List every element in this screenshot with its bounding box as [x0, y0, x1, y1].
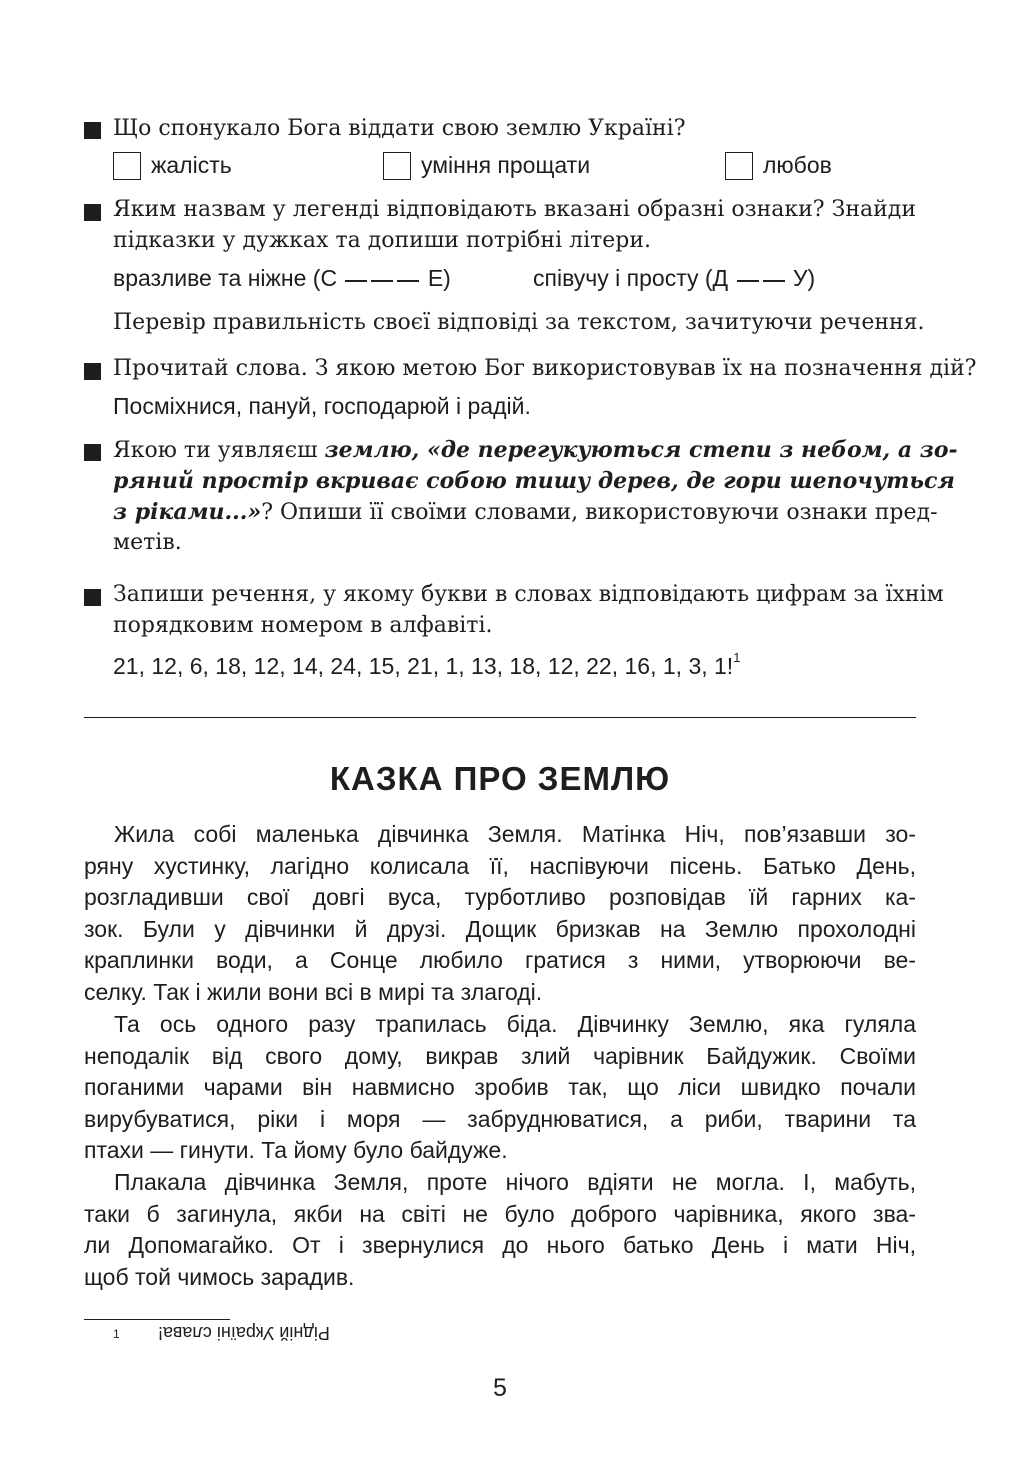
answer-blank[interactable]: [371, 280, 393, 282]
bullet-square-icon: [84, 204, 101, 221]
footnote-text-upside-down: Рідній Україні слава!: [158, 1323, 330, 1343]
section-divider: [84, 717, 916, 718]
task-4-plain: ? Опиши її своїми словами, використовуючи ознаки пред-: [261, 500, 938, 525]
hint-2-text: співучу і просту (Д: [533, 265, 729, 291]
story-line: Плакала дівчинка Земля, проте нічого вдіяти не могла. І, мабуть,: [114, 1169, 916, 1195]
task-4-line-3: [113, 499, 938, 525]
check-instruction: Перевір правильність своєї відповіді за текстом, зачитуючи речення.: [113, 310, 925, 335]
story-line: щоб той чимось зарадив.: [84, 1263, 355, 1290]
task-2-line-2: підказки у дужках та допиши потрібні літери.: [113, 228, 652, 253]
task-1-question: Що спонукало Бога віддати свою землю Україні?: [113, 116, 686, 141]
task-4-plain: Якою ти уявляєш: [113, 438, 325, 463]
task-5-line-1: Запиши речення, у якому букви в словах відповідають цифрам за їхнім: [113, 582, 944, 607]
task-3-words: Посміхнися, пануй, господарюй і радій.: [113, 393, 531, 419]
task-3-question: Прочитай слова. З якою метою Бог використовував їх на позначення дій?: [113, 356, 977, 381]
answer-blank[interactable]: [345, 280, 367, 282]
bullet-square-icon: [84, 589, 101, 606]
story-line: поганими чарами він навмисно зробив так, що ліси швидко почали: [84, 1074, 916, 1100]
answer-blank[interactable]: [397, 280, 419, 282]
story-line: ли Допомагайко. От і звернулися до нього батько День і мати Ніч,: [84, 1232, 916, 1258]
hint-2-end: У): [792, 265, 816, 291]
story-line: Жила собі маленька дівчинка Земля. Матінка Ніч, пов’язавши зо-: [114, 821, 916, 847]
bullet-square-icon: [84, 122, 101, 139]
story-line: зок. Були у дівчинки й друзі. Дощик бризкав на Землю прохолодні: [84, 915, 916, 942]
task-5-line-2: порядковим номером в алфавіті.: [113, 613, 493, 638]
checkbox-option-1[interactable]: [113, 152, 141, 180]
task-2-line-1: Яким назвам у легенді відповідають вказані образні ознаки? Знайди: [113, 197, 916, 222]
story-paragraph-1: [84, 819, 916, 1008]
number-sequence-text: 21, 12, 6, 18, 12, 14, 24, 15, 21, 1, 13, 18, 12, 22, 16, 1, 3, 1!: [113, 653, 734, 679]
checkbox-option-3[interactable]: [725, 152, 753, 180]
story-paragraph-2: [84, 1009, 916, 1167]
option-2-label: уміння прощати: [421, 152, 591, 178]
hint-1-text: вразливе та ніжне (С: [113, 265, 338, 291]
story-line: вирубуватися, ріки і моря — забруднюватися, а риби, тварини та: [84, 1105, 916, 1132]
story-line: Та ось одного разу трапилась біда. Дівчинку Землю, яка гуляла: [114, 1011, 916, 1037]
story-paragraph-3: [84, 1167, 916, 1293]
task-4-line-1: [113, 437, 958, 463]
hint-1: [113, 265, 451, 292]
story-line: ряну хустинку, лагідно колисала її, наспівуючи пісень. Батько День,: [84, 852, 916, 879]
story-line: таки б загинула, якби на світі не було доброго чарівника, якого зва-: [84, 1200, 916, 1227]
footnote-number: 1: [113, 1327, 120, 1341]
option-3-label: любов: [763, 152, 832, 178]
number-sequence: [113, 650, 740, 680]
bullet-square-icon: [84, 444, 101, 461]
task-4-line-2: [113, 468, 955, 494]
story-line: птахи — гинути. Та йому було байдуже.: [84, 1137, 508, 1163]
task-4-quote: з ріками...»: [113, 499, 262, 525]
checkbox-option-2[interactable]: [383, 152, 411, 180]
hint-1-end: Е): [427, 265, 451, 291]
option-1-label: жалість: [151, 152, 232, 178]
task-4-line-4: метів.: [113, 530, 182, 555]
answer-blank[interactable]: [737, 280, 759, 282]
task-4-quote: землю, «де перегукуються степи з небом, а зо-: [324, 437, 958, 463]
task-4-quote: ряний простір вкриває собою тишу дерев, де гори шепочуться: [113, 468, 955, 494]
story-line: неподалік від свого дому, викрав злий чарівник Байдужик. Своїми: [84, 1042, 916, 1069]
hint-2: [533, 265, 815, 292]
answer-blank[interactable]: [763, 280, 785, 282]
story-line: розгладивши свої довгі вуса, турботливо розповідав їй гарних ка-: [84, 884, 916, 910]
page-number: 5: [493, 1374, 507, 1402]
footnote-separator: [84, 1319, 230, 1320]
bullet-square-icon: [84, 363, 101, 380]
story-title: КАЗКА ПРО ЗЕМЛЮ: [329, 760, 671, 797]
story-line: селку. Так і жили вони всі в мирі та злагоді.: [84, 978, 543, 1005]
footnote-reference[interactable]: 1: [733, 650, 741, 665]
story-line: краплинки води, а Сонце любило гратися з ними, утворюючи ве-: [84, 947, 916, 973]
